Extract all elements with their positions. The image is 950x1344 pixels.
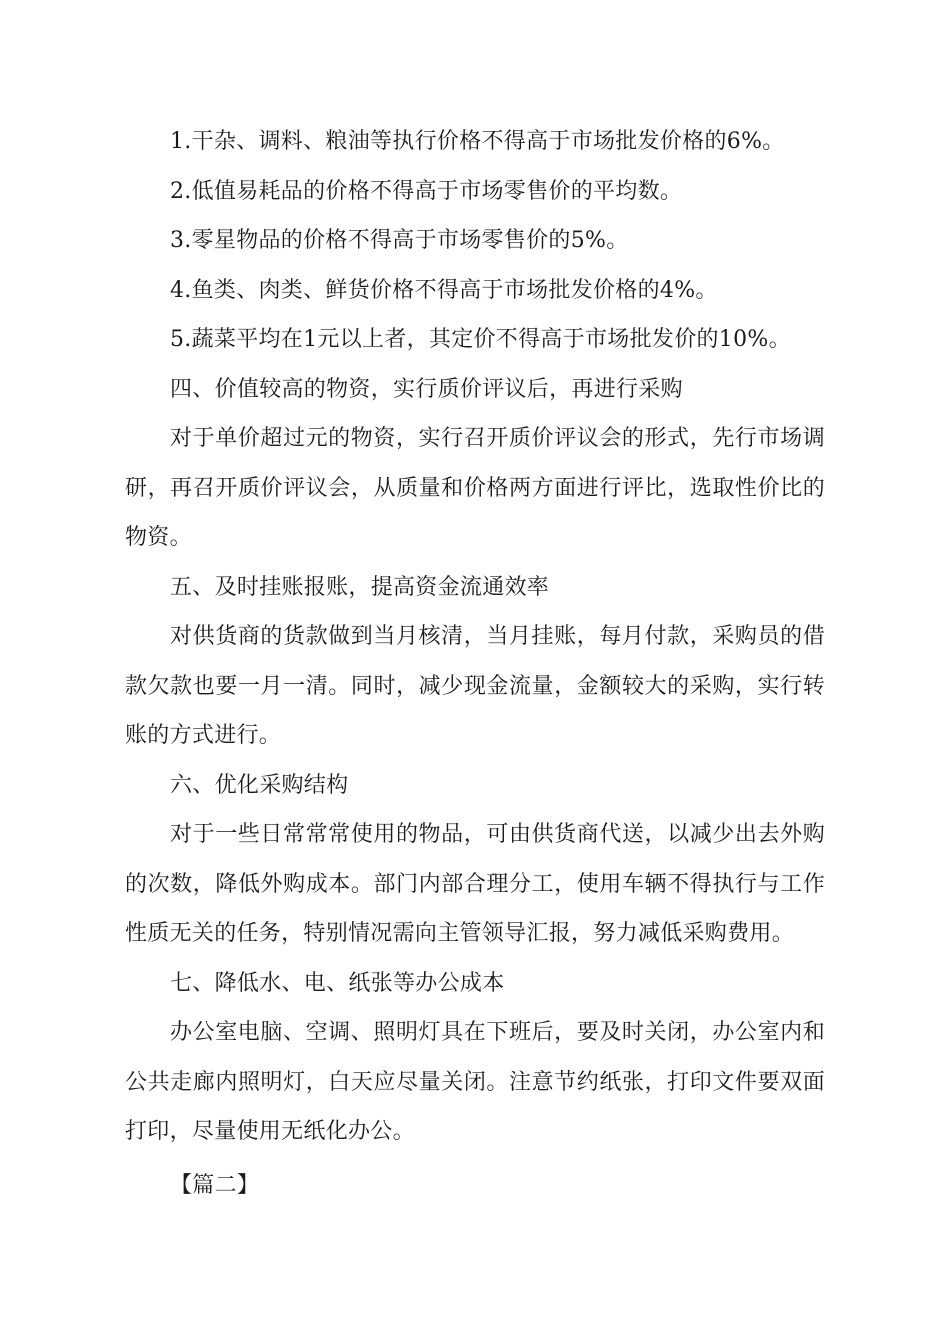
section-body-6: 对于一些日常常常使用的物品，可由供货商代送，以减少出去外购的次数，降低外购成本。部门内部合理分工，使用车辆不得执行与工作性质无关的任务，特别情况需向主管领导汇报，努力减低采购费用。 xyxy=(125,822,825,946)
section-heading-7: 七、降低水、电、纸张等办公成本 xyxy=(170,970,505,996)
section-heading-4: 四、价值较高的物资，实行质价评议后，再进行采购 xyxy=(170,376,683,402)
rule-item-5: 5.蔬菜平均在1元以上者，其定价不得高于市场批发价的10%。 xyxy=(170,327,791,352)
section-body-5: 对供货商的货款做到当月核清，当月挂账，每月付款，采购员的借款欠款也要一月一清。同时，减少现金流量，金额较大的采购，实行转账的方式进行。 xyxy=(125,624,825,748)
rule-item-1: 1.干杂、调料、粮油等执行价格不得高于市场批发价格的6%。 xyxy=(170,129,785,154)
section-heading-5: 五、及时挂账报账，提高资金流通效率 xyxy=(170,574,550,600)
section-heading-6: 六、优化采购结构 xyxy=(170,772,349,798)
section-body-4: 对于单价超过元的物资，实行召开质价评议会的形式，先行市场调研，再召开质价评议会，从质量和价格两方面进行评比，选取性价比的物资。 xyxy=(125,426,825,550)
rule-item-3: 3.零星物品的价格不得高于市场零售价的5%。 xyxy=(170,228,629,253)
document-body xyxy=(125,117,825,1210)
rule-item-2: 2.低值易耗品的价格不得高于市场零售价的平均数。 xyxy=(170,178,683,204)
section-body-7: 办公室电脑、空调、照明灯具在下班后，要及时关闭，办公室内和公共走廊内照明灯，白天应尽量关闭。注意节约纸张，打印文件要双面打印，尽量使用无纸化办公。 xyxy=(125,1020,825,1144)
rule-item-4: 4.鱼类、肉类、鲜货价格不得高于市场批发价格的4%。 xyxy=(170,277,718,303)
part-two-marker: 【篇二】 xyxy=(170,1172,260,1198)
